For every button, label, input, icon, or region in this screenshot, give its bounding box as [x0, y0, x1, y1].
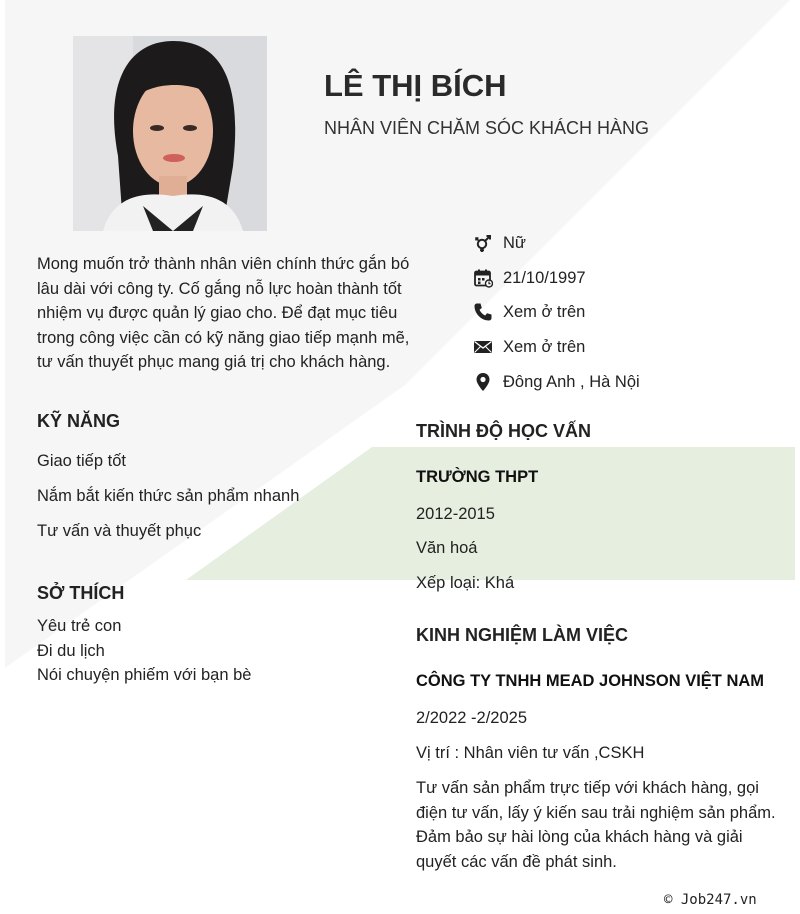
phone-value: Xem ở trên	[503, 302, 586, 321]
info-gender	[472, 231, 526, 255]
skill-item: Giao tiếp tốt	[37, 452, 126, 470]
candidate-position: NHÂN VIÊN CHĂM SÓC KHÁCH HÀNG	[324, 118, 650, 138]
info-address	[472, 370, 640, 394]
education-period: 2012-2015	[416, 505, 495, 523]
address-value: Đông Anh , Hà Nội	[503, 372, 640, 391]
hobby-item: Yêu trẻ con	[37, 617, 122, 635]
skill-item: Tư vấn và thuyết phục	[37, 522, 202, 540]
experience-heading: KINH NGHIỆM LÀM VIỆC	[416, 625, 629, 645]
hobby-item: Đi du lịch	[37, 642, 105, 660]
experience-description: Tư vấn sản phẩm trực tiếp với khách hàng, gọi điện tư vấn, lấy ý kiến sau trải nghiệm sản phẩm. Đảm bảo sự hài lòng của khách hàng và giải quyết các vấn đề phát sinh.	[416, 779, 776, 871]
education-grade: Xếp loại: Khá	[416, 574, 515, 592]
calendar-icon	[472, 267, 494, 289]
school-name: TRƯỜNG THPT	[416, 468, 539, 486]
career-objective: Mong muốn trở thành nhân viên chính thức gắn bó lâu dài với công ty. Cố gắng nỗ lực hoàn thành tốt nhiệm vụ được quản lý giao cho. Để đạt mục tiêu trong công việc cần có kỹ năng giao tiếp mạnh mẽ, tư vấn thuyết phục mang giá trị cho khách hàng.	[37, 255, 410, 371]
birthdate-value: 21/10/1997	[503, 268, 586, 287]
email-value: Xem ở trên	[503, 337, 586, 356]
footer-watermark: © Job247.vn	[664, 892, 757, 908]
skills-heading: KỸ NĂNG	[37, 411, 121, 431]
gender-icon	[472, 232, 494, 254]
education-heading: TRÌNH ĐỘ HỌC VẤN	[416, 421, 591, 441]
mail-icon	[472, 336, 494, 358]
company-name: CÔNG TY TNHH MEAD JOHNSON VIỆT NAM	[416, 672, 765, 690]
skill-item: Nắm bắt kiến thức sản phẩm nhanh	[37, 487, 300, 505]
education-major: Văn hoá	[416, 539, 478, 557]
experience-period: 2/2022 -2/2025	[416, 709, 528, 727]
info-phone	[472, 300, 585, 324]
hobby-item: Nói chuyện phiếm với bạn bè	[37, 666, 252, 684]
info-birthdate	[472, 266, 586, 290]
profile-photo	[73, 36, 267, 231]
phone-icon	[472, 301, 494, 323]
location-pin-icon	[472, 371, 494, 393]
hobbies-heading: SỞ THÍCH	[37, 583, 125, 603]
info-email	[472, 335, 585, 359]
candidate-name: LÊ THỊ BÍCH	[324, 68, 507, 103]
gender-value: Nữ	[503, 233, 526, 252]
experience-role: Vị trí : Nhân viên tư vấn ,CSKH	[416, 744, 645, 762]
